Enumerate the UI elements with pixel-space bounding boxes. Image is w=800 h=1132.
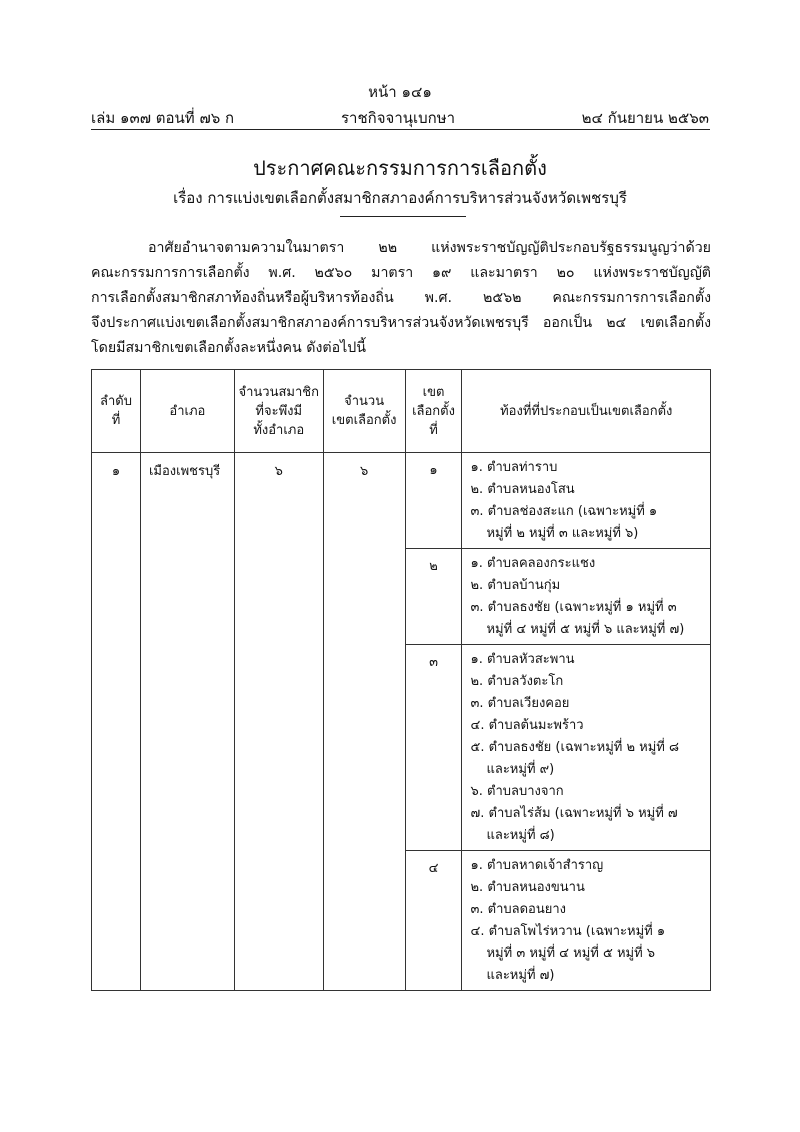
location-item: ๓. ตำบลช่องสะแก (เฉพาะหมู่ที่ ๑: [470, 504, 658, 519]
location-item: ๒. ตำบลหนองโสน: [470, 482, 575, 497]
paragraph-line: จึงประกาศแบ่งเขตเลือกตั้งสมาชิกสภาองค์การบริหารส่วนจังหวัดเพชรบุรี ออกเป็น ๒๔ เขตเลือกตั้ง: [91, 315, 711, 331]
table-row: [92, 453, 711, 549]
location-item: ๑. ตำบลคลองกระแชง: [470, 556, 596, 571]
announcement-title: ประกาศคณะกรรมการการเลือกตั้ง: [253, 156, 547, 180]
publication-date: ๒๔ กันยายน ๒๕๖๓: [581, 109, 709, 127]
location-item: ๑. ตำบลหาดเจ้าสำราญ: [470, 858, 604, 873]
header-locations: ท้องที่ที่ประกอบเป็นเขตเลือกตั้ง: [462, 370, 711, 453]
paragraph-line: โดยมีสมาชิกเขตเลือกตั้งละหนึ่งคน ดังต่อไปนี้: [91, 340, 366, 356]
location-item: ๖. ตำบลบางจาก: [470, 784, 564, 799]
gazette-name: ราชกิจจานุเบกษา: [341, 109, 456, 127]
paragraph-line: คณะกรรมการการเลือกตั้ง พ.ศ. ๒๕๖๐ มาตรา ๑๙ และมาตรา ๒๐ แห่งพระราชบัญญัติ: [91, 265, 711, 281]
cell-locations: [462, 851, 711, 991]
location-item: ๓. ตำบลเวียงคอย: [470, 696, 570, 711]
location-item: ๒. ตำบลบ้านกุ่ม: [470, 578, 561, 593]
location-item: และหมู่ที่ ๘): [486, 828, 555, 843]
location-item: ๓. ตำบลดอนยาง: [470, 902, 566, 917]
location-item: ๔. ตำบลต้นมะพร้าว: [470, 718, 584, 733]
location-item: ๕. ตำบลธงชัย (เฉพาะหมู่ที่ ๒ หมู่ที่ ๘: [470, 740, 680, 755]
gazette-header: [91, 106, 709, 128]
location-item: หมู่ที่ ๔ หมู่ที่ ๕ หมู่ที่ ๖ และหมู่ที่ ๗): [486, 622, 685, 637]
location-item: ๒. ตำบลหนองขนาน: [470, 880, 585, 895]
header-order: ลำดับ ที่: [92, 370, 141, 453]
cell-zones-count: ๖: [323, 453, 405, 991]
cell-zone: ๒: [405, 549, 462, 645]
cell-locations: [462, 453, 711, 549]
location-item: และหมู่ที่ ๙): [486, 762, 555, 777]
cell-district: เมืองเพชรบุรี: [140, 453, 234, 991]
location-item: ๒. ตำบลวังตะโก: [470, 674, 564, 689]
cell-order: ๑: [92, 453, 141, 991]
electoral-zones-table: [91, 369, 711, 991]
page-number: หน้า ๑๔๑: [368, 83, 432, 101]
location-item: หมู่ที่ ๒ หมู่ที่ ๓ และหมู่ที่ ๖): [486, 526, 639, 541]
header-district: อำเภอ: [140, 370, 234, 453]
location-item: ๑. ตำบลหัวสะพาน: [470, 652, 575, 667]
cell-locations: [462, 549, 711, 645]
location-item: ๓. ตำบลธงชัย (เฉพาะหมู่ที่ ๑ หมู่ที่ ๓: [470, 600, 677, 615]
location-item: ๗. ตำบลไร่ส้ม (เฉพาะหมู่ที่ ๖ หมู่ที่ ๗: [470, 806, 678, 821]
paragraph-line: อาศัยอำนาจตามความในมาตรา ๒๒ แห่งพระราชบัญญัติประกอบรัฐธรรมนูญว่าด้วย: [148, 240, 711, 256]
location-item: หมู่ที่ ๓ หมู่ที่ ๔ หมู่ที่ ๕ หมู่ที่ ๖: [486, 946, 656, 961]
cell-zone: ๑: [405, 453, 462, 549]
volume-issue: เล่ม ๑๓๗ ตอนที่ ๗๖ ก: [91, 109, 235, 127]
header-zones-count: จำนวน เขตเลือกตั้ง: [323, 370, 405, 453]
location-item: และหมู่ที่ ๗): [486, 968, 555, 983]
table-header-row: [92, 370, 711, 453]
cell-locations: [462, 645, 711, 851]
cell-members: ๖: [234, 453, 323, 991]
location-item: ๑. ตำบลท่าราบ: [470, 460, 558, 475]
cell-zone: ๓: [405, 645, 462, 851]
separator-rule: [340, 216, 466, 217]
header-members: จำนวนสมาชิก ที่จะพึงมี ทั้งอำเภอ: [234, 370, 323, 453]
cell-zone: ๔: [405, 851, 462, 991]
location-item: ๔. ตำบลโพไร่หวาน (เฉพาะหมู่ที่ ๑: [470, 924, 666, 939]
paragraph-line: การเลือกตั้งสมาชิกสภาท้องถิ่นหรือผู้บริหารท้องถิ่น พ.ศ. ๒๕๖๒ คณะกรรมการการเลือกตั้ง: [91, 290, 711, 306]
header-rule: [91, 129, 710, 130]
preamble-paragraph: [91, 236, 711, 361]
announcement-subject: เรื่อง การแบ่งเขตเลือกตั้งสมาชิกสภาองค์การบริหารส่วนจังหวัดเพชรบุรี: [173, 189, 627, 207]
header-zone: เขต เลือกตั้ง ที่: [405, 370, 462, 453]
